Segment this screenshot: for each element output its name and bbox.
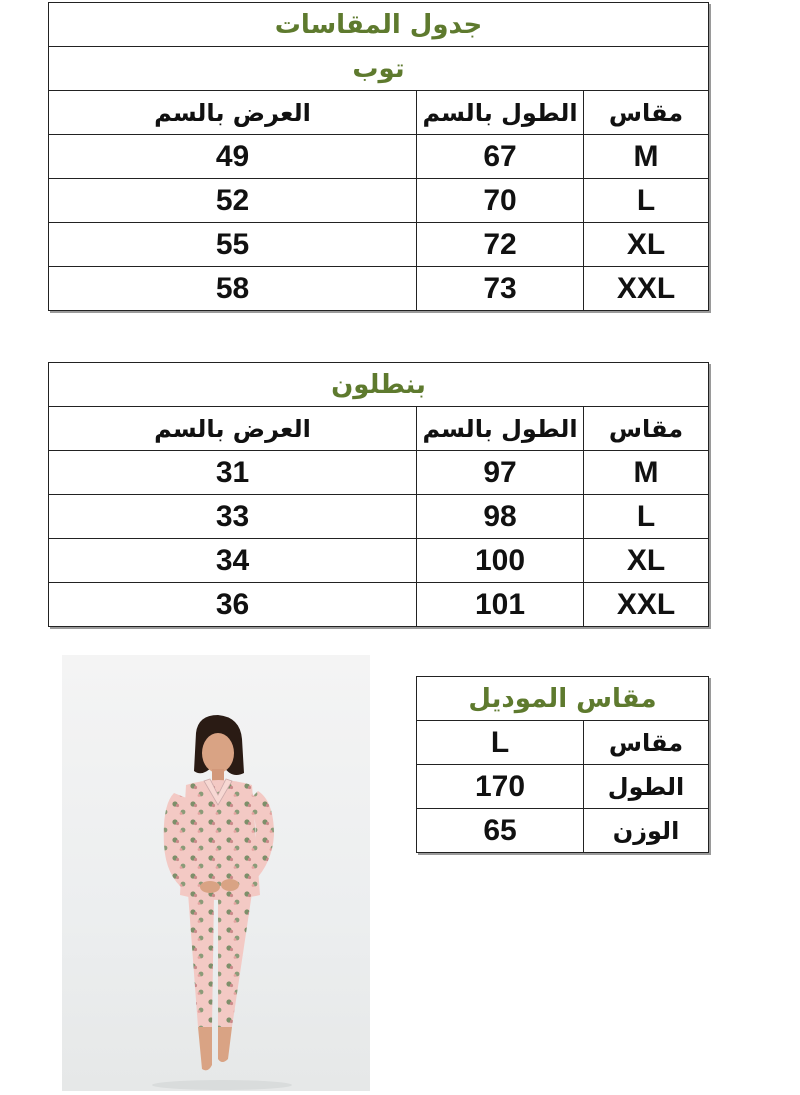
- table-row: [417, 765, 709, 809]
- table-row: [49, 539, 709, 583]
- model-section-title: مقاس الموديل: [417, 677, 709, 721]
- table-row: [417, 809, 709, 853]
- length-cell: 72: [417, 223, 584, 267]
- top-section-title: توب: [49, 47, 709, 91]
- table-row: [49, 451, 709, 495]
- width-cell: 31: [49, 451, 417, 495]
- size-cell: L: [584, 179, 709, 223]
- table-row: [49, 223, 709, 267]
- table-row: [417, 721, 709, 765]
- table-row: [49, 179, 709, 223]
- model-label-cell: الطول: [584, 765, 709, 809]
- top-size-table: [48, 2, 709, 311]
- width-cell: 36: [49, 583, 417, 627]
- length-header: الطول بالسم: [417, 91, 584, 135]
- model-value-cell: 65: [417, 809, 584, 853]
- size-cell: XXL: [584, 267, 709, 311]
- table-row: [49, 135, 709, 179]
- width-cell: 33: [49, 495, 417, 539]
- size-cell: M: [584, 135, 709, 179]
- length-header: الطول بالسم: [417, 407, 584, 451]
- width-cell: 49: [49, 135, 417, 179]
- width-header: العرض بالسم: [49, 407, 417, 451]
- size-chart-title: جدول المقاسات: [49, 3, 709, 47]
- pants-section-title: بنطلون: [49, 363, 709, 407]
- size-cell: XXL: [584, 583, 709, 627]
- width-cell: 52: [49, 179, 417, 223]
- size-cell: XL: [584, 539, 709, 583]
- size-header: مقاس: [584, 407, 709, 451]
- length-cell: 73: [417, 267, 584, 311]
- model-value-cell: 170: [417, 765, 584, 809]
- length-cell: 70: [417, 179, 584, 223]
- width-cell: 58: [49, 267, 417, 311]
- length-cell: 101: [417, 583, 584, 627]
- model-photo: [62, 655, 370, 1091]
- table-row: [49, 495, 709, 539]
- length-cell: 67: [417, 135, 584, 179]
- size-cell: M: [584, 451, 709, 495]
- table-row: [49, 267, 709, 311]
- model-label-cell: مقاس: [584, 721, 709, 765]
- length-cell: 98: [417, 495, 584, 539]
- size-cell: XL: [584, 223, 709, 267]
- length-cell: 97: [417, 451, 584, 495]
- width-cell: 55: [49, 223, 417, 267]
- model-label-cell: الوزن: [584, 809, 709, 853]
- model-figure: [62, 655, 370, 1091]
- table-row: [49, 583, 709, 627]
- length-cell: 100: [417, 539, 584, 583]
- model-size-table: [416, 676, 709, 853]
- pants-size-table: [48, 362, 709, 627]
- model-value-cell: L: [417, 721, 584, 765]
- size-header: مقاس: [584, 91, 709, 135]
- width-header: العرض بالسم: [49, 91, 417, 135]
- width-cell: 34: [49, 539, 417, 583]
- size-cell: L: [584, 495, 709, 539]
